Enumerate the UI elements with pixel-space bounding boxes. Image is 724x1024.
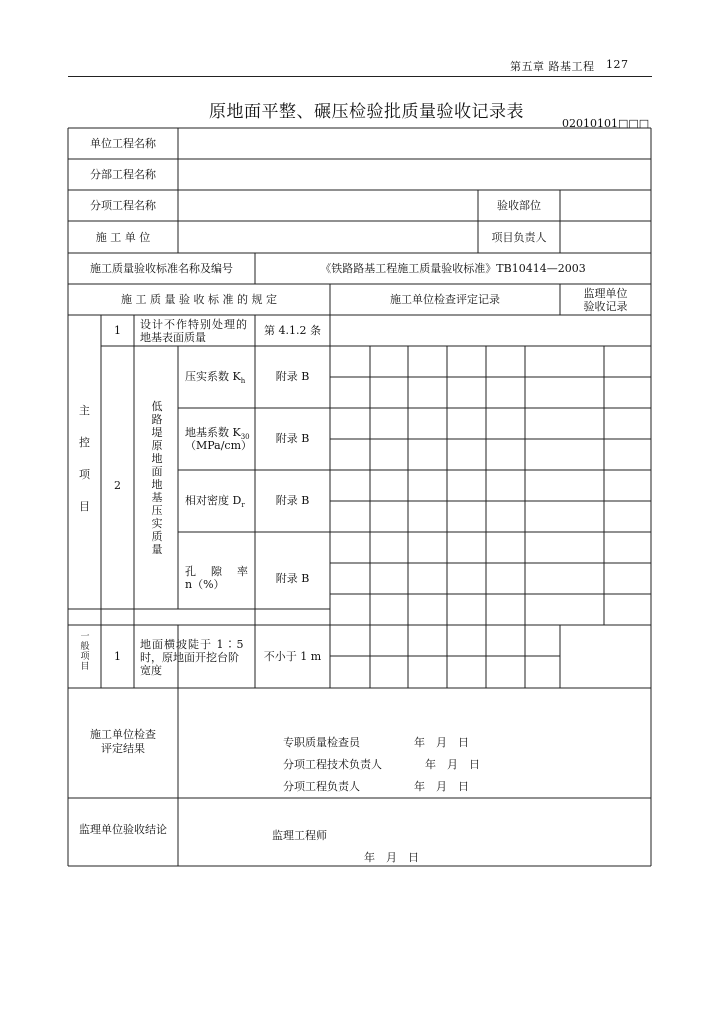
form-title: 原地面平整、碾压检验批质量验收记录表 <box>209 102 524 122</box>
item1-text-line2: 地基表面质量 <box>140 331 206 344</box>
general-label: 一般项目 <box>80 632 90 672</box>
form-code: 02010101□□□ <box>562 117 650 130</box>
item1-number: 1 <box>114 324 121 337</box>
subitem-manager-label: 分项工程负责人 <box>283 780 360 793</box>
inspector-date: 年 月 日 <box>414 736 469 749</box>
item1-text-line1: 设计不作特别处理的 <box>140 318 248 331</box>
label-standard: 施工质量验收标准名称及编号 <box>90 262 233 275</box>
supervising-engineer-label: 监理工程师 <box>272 829 327 842</box>
main-label-char-2: 控 <box>79 436 90 449</box>
general-text-line1: 地面横坡陡于 1∶5 <box>140 638 245 651</box>
chapter-heading: 第五章 路基工程 <box>510 60 595 73</box>
row-porosity-ref: 附录 B <box>275 572 310 585</box>
row-porosity-label: 孔 隙 率 <box>185 565 250 578</box>
subitem-manager-date: 年 月 日 <box>414 780 469 793</box>
supervision-result-label: 监理单位验收结论 <box>79 823 167 836</box>
row-foundation-coefficient-unit: （MPa/cm） <box>185 439 253 452</box>
column-header-supervision-line1: 监理单位 <box>583 287 628 300</box>
general-item-number: 1 <box>114 650 121 663</box>
main-label-char-3: 项 <box>79 468 90 481</box>
general-text-line2: 时，原地面开挖台阶 <box>140 651 239 664</box>
row-relative-density-label: 相对密度 $D_r$ <box>185 494 245 510</box>
row-porosity-unit: n（%） <box>185 578 225 591</box>
general-reference: 不小于 1 m <box>263 650 322 663</box>
item2-group-low-embankment: 低路堤原地面 <box>151 400 163 478</box>
row-foundation-coefficient-ref: 附录 B <box>275 432 310 445</box>
construction-result-label-line1: 施工单位检查 <box>90 728 156 741</box>
label-acceptance-part: 验收部位 <box>497 199 541 212</box>
label-unit-project: 单位工程名称 <box>90 137 156 150</box>
quality-inspector-label: 专职质量检查员 <box>283 736 360 749</box>
tech-manager-date: 年 月 日 <box>425 758 480 771</box>
row-foundation-coefficient-label: 地基系数 $K_{30}$ <box>185 426 250 442</box>
row-compaction-coefficient-label: 压实系数 $K_h$ <box>185 370 246 386</box>
label-construction-unit: 施 工 单 位 <box>95 231 151 244</box>
main-label-char-4: 目 <box>79 500 90 513</box>
label-project-manager: 项目负责人 <box>491 231 547 244</box>
tech-manager-label: 分项工程技术负责人 <box>283 758 382 771</box>
column-header-spec: 施 工 质 量 验 收 标 准 的 规 定 <box>121 293 277 306</box>
label-division-project: 分部工程名称 <box>90 168 156 181</box>
column-header-supervision-line2: 验收记录 <box>583 300 628 313</box>
page-number: 127 <box>606 58 629 71</box>
general-text-line3: 宽度 <box>140 664 162 677</box>
construction-result-label-line2: 评定结果 <box>101 742 145 755</box>
main-label-char-1: 主 <box>79 404 90 417</box>
item2-number: 2 <box>114 479 121 492</box>
item1-reference: 第 4.1.2 条 <box>264 324 321 337</box>
label-subitem-project: 分项工程名称 <box>90 199 156 212</box>
standard-value: 《铁路路基工程施工质量验收标准》TB10414—2003 <box>320 262 586 275</box>
supervision-date: 年 月 日 <box>364 851 419 864</box>
item2-group-foundation-compaction: 地基压实质量 <box>151 478 163 556</box>
column-header-construction-check: 施工单位检查评定记录 <box>390 293 500 306</box>
row-compaction-coefficient-ref: 附录 B <box>275 370 310 383</box>
row-relative-density-ref: 附录 B <box>275 494 310 507</box>
